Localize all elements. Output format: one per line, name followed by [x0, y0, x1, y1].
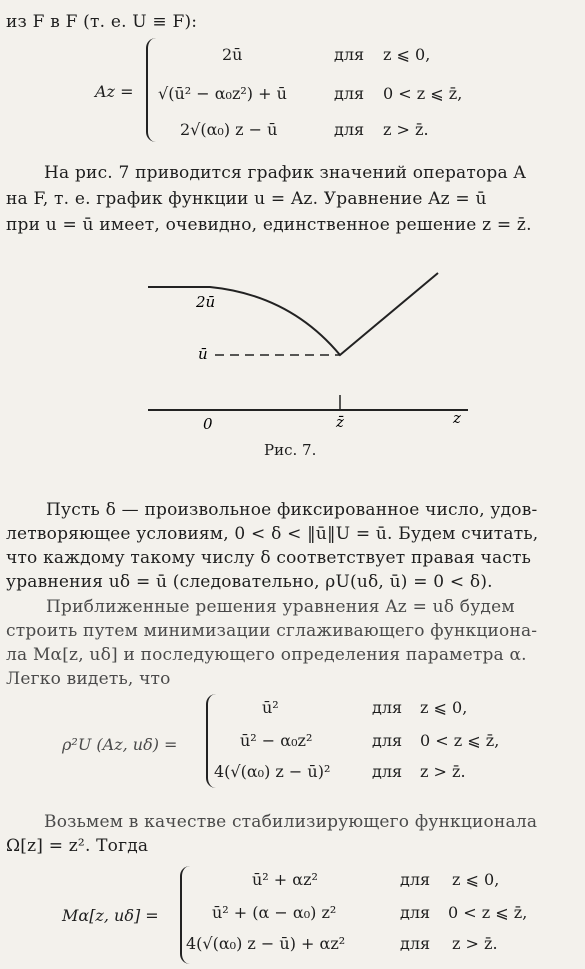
intro-line: из F в F (т. е. U ≡ F): — [6, 12, 198, 32]
para2-line5: Приближенные решения уравнения Az = uδ будем — [46, 597, 515, 617]
para2-line7: ла Mα[z, uδ] и последующего определения параметра α. — [6, 645, 527, 665]
eq3-row3-word: для — [400, 934, 431, 953]
label-z-axis: z — [453, 409, 461, 427]
eq1-row1-expr: 2ū — [222, 45, 243, 64]
figure-7-graph — [0, 255, 585, 465]
para2-line4: уравнения uδ = ū (следовательно, ρU(uδ, ū) = 0 < δ). — [6, 572, 493, 592]
eq2-row2-expr: ū² − α₀z² — [240, 731, 313, 750]
para1-line2: на F, т. е. график функции u = Az. Уравнение Az = ū — [6, 189, 487, 209]
eq2-row3-expr: 4(√(α₀) z − ū)² — [214, 762, 331, 781]
para1-line1: На рис. 7 приводится график значений оператора A — [44, 163, 526, 183]
eq1-brace — [146, 38, 158, 142]
eq2-lhs: ρ²U (Az, uδ) = — [62, 735, 178, 754]
eq3-row1-word: для — [400, 870, 431, 889]
eq3-row2-expr: ū² + (α − α₀) z² — [212, 903, 337, 922]
eq3-row3-expr: 4(√(α₀) z − ū) + αz² — [186, 934, 346, 953]
eq3-row1-expr: ū² + αz² — [252, 870, 318, 889]
eq3-row2-word: для — [400, 903, 431, 922]
para3-line2: Ω[z] = z². Тогда — [6, 836, 149, 856]
eq2-row3-word: для — [372, 762, 403, 781]
eq1-row3-word: для — [334, 120, 365, 139]
eq3-lhs: Mα[z, uδ] = — [62, 906, 159, 925]
eq1-lhs: Az = — [95, 82, 134, 101]
eq3-row3-cond: z > z̄. — [452, 934, 498, 953]
eq1-row3-cond: z > z̄. — [383, 120, 429, 139]
eq1-row2-cond: 0 < z ⩽ z̄, — [383, 84, 463, 103]
eq1-row2-word: для — [334, 84, 365, 103]
eq2-row2-cond: 0 < z ⩽ z̄, — [420, 731, 500, 750]
eq1-row1-cond: z ⩽ 0, — [383, 45, 431, 64]
eq1-row2-expr: √(ū² − α₀z²) + ū — [158, 84, 287, 103]
para2-line6: строить путем минимизации сглаживающего функциона- — [6, 621, 538, 641]
eq2-row1-expr: ū² — [262, 698, 279, 717]
label-origin: 0 — [203, 415, 213, 433]
label-u: ū — [198, 345, 208, 363]
label-2u: 2ū — [196, 293, 216, 311]
para2-line2: летворяющее условиям, 0 < δ < ‖ū‖U = ū. Будем считать, — [6, 524, 539, 544]
para3-line1: Возьмем в качестве стабилизирующего функционала — [44, 812, 538, 832]
para2-line8: Легко видеть, что — [6, 669, 171, 689]
eq3-row1-cond: z ⩽ 0, — [452, 870, 500, 889]
figure-caption: Рис. 7. — [264, 441, 317, 459]
para2-line3: что каждому такому числу δ соответствует правая часть — [6, 548, 532, 568]
function-curve — [148, 273, 438, 355]
eq2-row1-cond: z ⩽ 0, — [420, 698, 468, 717]
eq2-row3-cond: z > z̄. — [420, 762, 466, 781]
label-z-bar: z̄ — [336, 413, 344, 431]
para2-line1: Пусть δ — произвольное фиксированное число, удов- — [46, 500, 538, 520]
eq2-row1-word: для — [372, 698, 403, 717]
para1-line3: при u = ū имеет, очевидно, единственное решение z = z̄. — [6, 215, 532, 235]
eq1-row1-word: для — [334, 45, 365, 64]
eq1-row3-expr: 2√(α₀) z − ū — [180, 120, 278, 139]
eq3-row2-cond: 0 < z ⩽ z̄, — [448, 903, 528, 922]
eq2-row2-word: для — [372, 731, 403, 750]
